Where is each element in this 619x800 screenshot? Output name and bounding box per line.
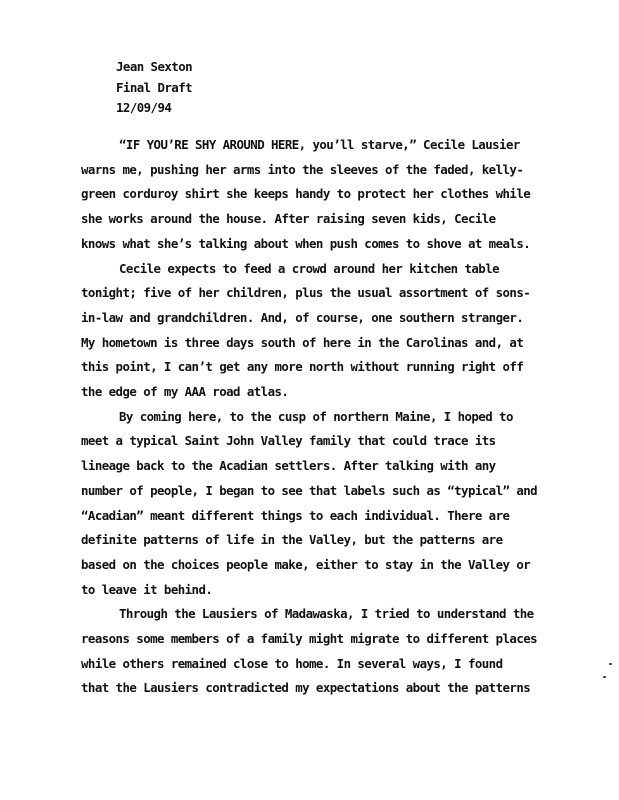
document-header: [116, 57, 192, 119]
paragraph-4: [81, 602, 561, 701]
text-line: Through the Lausiers of Madawaska, I tried to understand the: [119, 606, 534, 622]
text-line: “Acadian” meant different things to each individual. There are: [81, 507, 510, 523]
paragraph-2: [81, 257, 561, 405]
text-line: while others remained close to home. In several ways, I found: [81, 655, 503, 671]
author-name: Jean Sexton: [116, 59, 193, 74]
text-line: meet a typical Saint John Valley family that could trace its: [81, 433, 496, 449]
text-line: to leave it behind.: [81, 581, 213, 597]
text-line: My hometown is three days south of here in the Carolinas and, at: [81, 334, 524, 350]
text-line: “IF YOU’RE SHY AROUND HERE, you’ll starve,” Cecile Lausier: [119, 137, 520, 152]
text-line: this point, I can’t get any more north without running right off: [81, 359, 524, 375]
text-line: warns me, pushing her arms into the sleeves of the faded, kelly-: [81, 161, 524, 177]
text-line: reasons some members of a family might migrate to different places: [81, 631, 538, 647]
text-line: definite patterns of life in the Valley, but the patterns are: [81, 532, 503, 548]
text-line: that the Lausiers contradicted my expectations about the patterns: [81, 680, 531, 696]
paragraph-1: [81, 133, 561, 257]
draft-label: Final Draft: [116, 79, 193, 95]
text-line: the edge of my AAA road atlas.: [81, 384, 289, 400]
text-line: based on the choices people make, either to stay in the Valley or: [81, 556, 531, 572]
text-line: knows what she’s talking about when push comes to shove at meals.: [81, 235, 531, 251]
text-line: tonight; five of her children, plus the usual assortment of sons-: [81, 285, 531, 301]
text-line: green corduroy shirt she keeps handy to protect her clothes while: [81, 186, 531, 202]
text-line: Cecile expects to feed a crowd around her kitchen table: [119, 260, 500, 276]
scan-speck: [603, 676, 606, 678]
draft-date: 12/09/94: [116, 100, 172, 115]
text-line: in-law and grandchildren. And, of course, one southern stranger.: [81, 309, 524, 325]
document-body: [81, 133, 561, 701]
text-line: she works around the house. After raising seven kids, Cecile: [81, 211, 496, 227]
text-line: By coming here, to the cusp of northern Maine, I hoped to: [119, 408, 513, 424]
text-line: number of people, I began to see that labels such as “typical” and: [81, 482, 538, 498]
text-line: lineage back to the Acadian settlers. After talking with any: [81, 458, 496, 474]
scan-speck: [609, 663, 612, 665]
paragraph-3: [81, 405, 561, 603]
